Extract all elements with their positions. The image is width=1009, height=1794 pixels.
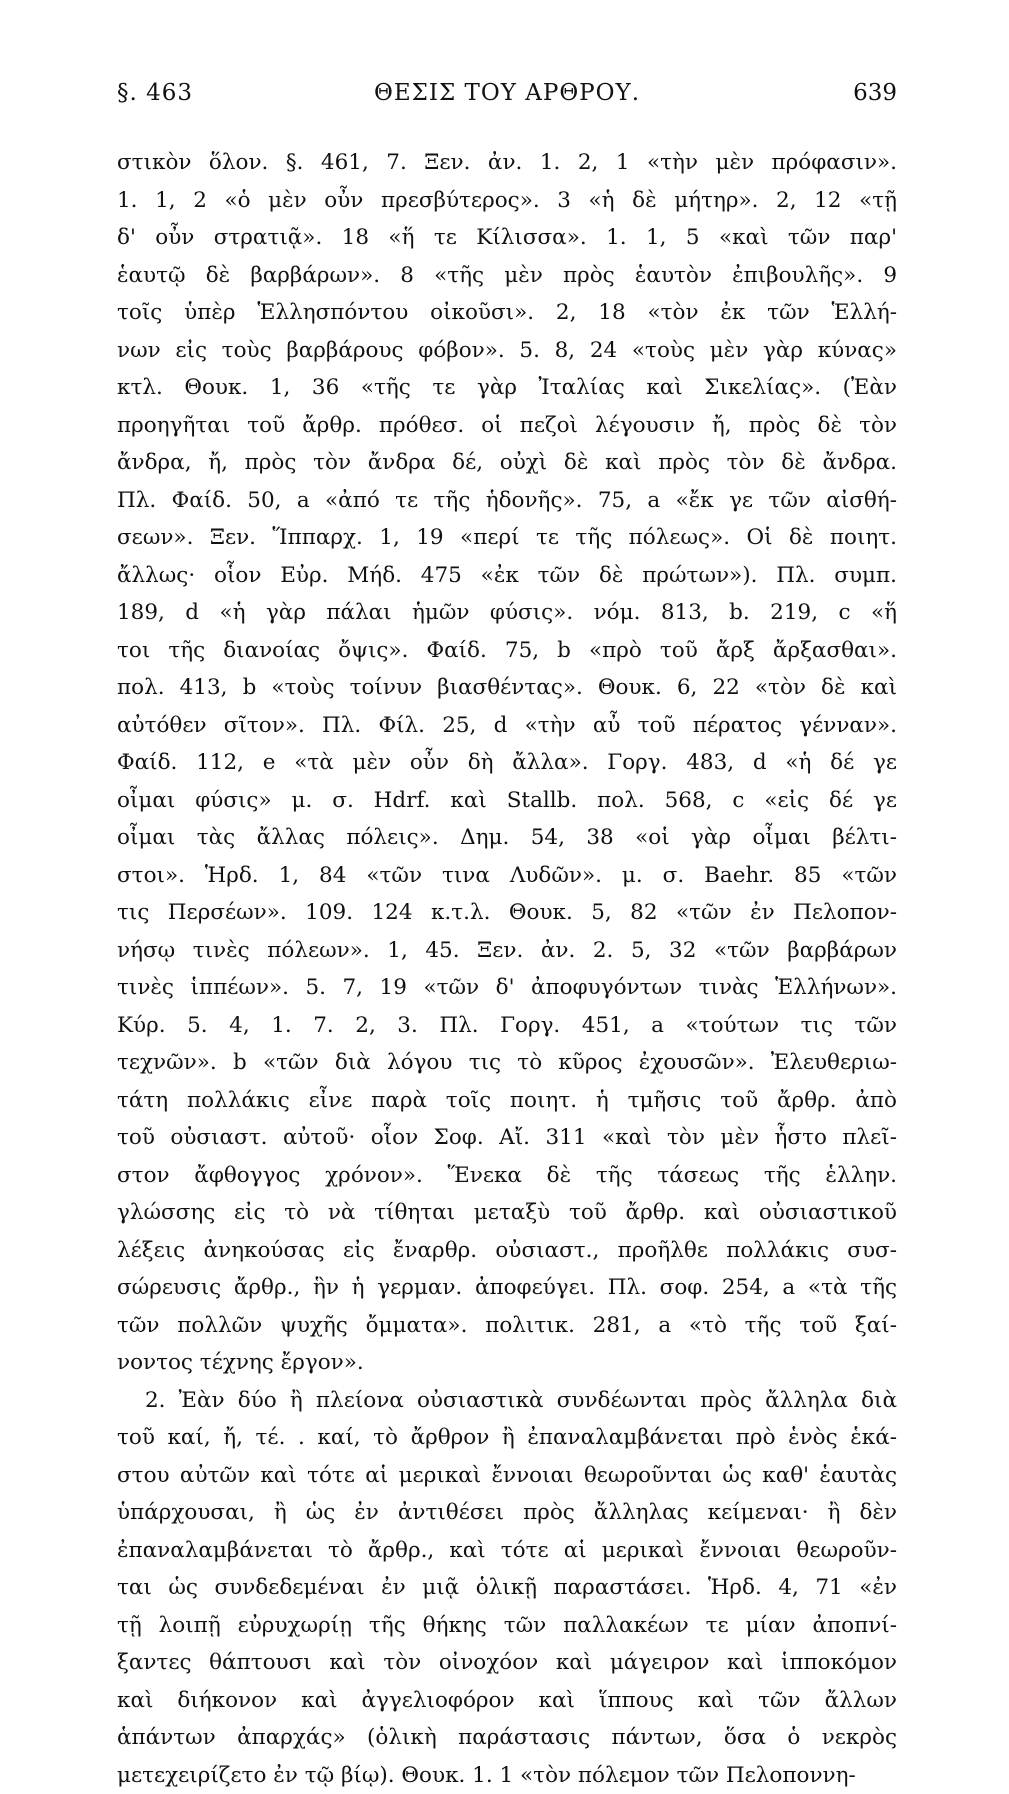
text-line: τινὲς ἱππέων». 5. 7, 19 «τῶν δ' ἀποφυγόντων τινὰς Ἑλλήνων». [117,969,897,1007]
text-line: τοῖς ὑπὲρ Ἑλλησπόντου οἰκοῦσι». 2, 18 «τὸν ἐκ τῶν Ἑλλή- [117,294,897,332]
text-line: πολ. 413, b «τοὺς τοίνυν βιασθέντας». Θουκ. 6, 22 «τὸν δὲ καὶ [117,669,897,707]
text-line: τεχνῶν». b «τῶν διὰ λόγου τις τὸ κῦρος ἐχουσῶν». Ἐλευθεριω- [117,1044,897,1082]
text-line: τοῦ οὐσιαστ. αὐτοῦ· οἷον Σοφ. Αἴ. 311 «καὶ τὸν μὲν ἧστο πλεῖ- [117,1119,897,1157]
text-line: τις Περσέων». 109. 124 κ.τ.λ. Θουκ. 5, 82 «τῶν ἐν Πελοπον- [117,894,897,932]
text-line: ται ὡς συνδεδεμέναι ἐν μιᾷ ὁλικῇ παραστάσει. Ἡρδ. 4, 71 «ἐν [117,1569,897,1607]
page-header [117,80,897,120]
text-line: νοντος τέχνης ἔργον». [117,1344,897,1382]
text-line: ξαντες θάπτουσι καὶ τὸν οἰνοχόον καὶ μάγειρον καὶ ἱπποκόμον [117,1644,897,1682]
text-line: μετεχειρίζετο ἐν τῷ βίῳ). Θουκ. 1. 1 «τὸν πόλεμον τῶν Πελοποννη- [117,1757,897,1794]
text-line: ἐπαναλαμβάνεται τὸ ἄρθρ., καὶ τότε αἱ μερικαὶ ἔννοιαι θεωροῦν- [117,1532,897,1570]
text-line: ἁπάντων ἀπαρχάς» (ὁλικὴ παράστασις πάντων, ὅσα ὁ νεκρὸς [117,1719,897,1757]
text-line: σεων». Ξεν. Ἵππαρχ. 1, 19 «περί τε τῆς πόλεως». Οἱ δὲ ποιητ. [117,519,897,557]
text-line: στον ἄφθογγος χρόνον». Ἕνεκα δὲ τῆς τάσεως τῆς ἑλλην. [117,1157,897,1195]
text-line: κτλ. Θουκ. 1, 36 «τῆς τε γὰρ Ἰταλίας καὶ Σικελίας». (Ἐὰν [117,369,897,407]
text-line: 1. 1, 2 «ὁ μὲν οὖν πρεσβύτερος». 3 «ἡ δὲ μήτηρ». 2, 12 «τῇ [117,182,897,220]
text-line: τοι τῆς διανοίας ὄψις». Φαίδ. 75, b «πρὸ τοῦ ἄρξ ἄρξασθαι». [117,632,897,670]
running-title: ΘΕΣΙΣ ΤΟΥ ΑΡΘΡΟΥ. [117,80,897,106]
text-line: σώρευσις ἄρθρ., ἣν ἡ γερμαν. ἀποφεύγει. Πλ. σοφ. 254, a «τὰ τῆς [117,1269,897,1307]
text-line: ὑπάρχουσαι, ἢ ὡς ἐν ἀντιθέσει πρὸς ἄλληλας κείμεναι· ἢ δὲν [117,1494,897,1532]
body-text [117,144,897,1794]
text-line: τῇ λοιπῇ εὐρυχωρίῃ τῆς θήκης τῶν παλλακέων τε μίαν ἀποπνί- [117,1607,897,1645]
text-line: στου αὐτῶν καὶ τότε αἱ μερικαὶ ἔννοιαι θεωροῦνται ὡς καθ' ἑαυτὰς [117,1457,897,1495]
text-line: ἄλλως· οἷον Εὐρ. Μήδ. 475 «ἐκ τῶν δὲ πρώτων»). Πλ. συμπ. [117,557,897,595]
text-line: νων εἰς τοὺς βαρβάρους φόβον». 5. 8, 24 «τοὺς μὲν γὰρ κύνας» [117,332,897,370]
text-line: τοῦ καί, ἤ, τέ. . καί, τὸ ἄρθρον ἢ ἐπαναλαμβάνεται πρὸ ἑνὸς ἑκά- [117,1419,897,1457]
text-line: τῶν πολλῶν ψυχῆς ὄμματα». πολιτικ. 281, a «τὸ τῆς τοῦ ξαί- [117,1307,897,1345]
text-line: Φαίδ. 112, e «τὰ μὲν οὖν δὴ ἄλλα». Γοργ. 483, d «ἡ δέ γε [117,744,897,782]
page-number: 639 [853,80,897,106]
text-line: λέξεις ἀνηκούσας εἰς ἔναρθρ. οὐσιαστ., προῆλθε πολλάκις συσ- [117,1232,897,1270]
section-number: §. 463 [117,80,193,106]
text-line: δ' οὖν στρατιᾷ». 18 «ἥ τε Κίλισσα». 1. 1, 5 «καὶ τῶν παρ' [117,219,897,257]
text-line: Κύρ. 5. 4, 1. 7. 2, 3. Πλ. Γοργ. 451, a «τούτων τις τῶν [117,1007,897,1045]
text-line: νήσῳ τινὲς πόλεων». 1, 45. Ξεν. ἀν. 2. 5, 32 «τῶν βαρβάρων [117,932,897,970]
text-line: 2. Ἐὰν δύο ἢ πλείονα οὐσιαστικὰ συνδέωνται πρὸς ἄλληλα διὰ [117,1382,897,1420]
text-line: ἄνδρα, ἤ, πρὸς τὸν ἄνδρα δέ, οὐχὶ δὲ καὶ πρὸς τὸν δὲ ἄνδρα. [117,444,897,482]
text-line: ἑαυτῷ δὲ βαρβάρων». 8 «τῆς μὲν πρὸς ἑαυτὸν ἐπιβουλῆς». 9 [117,257,897,295]
text-line: αὐτόθεν σῖτον». Πλ. Φίλ. 25, d «τὴν αὖ τοῦ πέρατος γένναν». [117,707,897,745]
text-line: οἶμαι φύσις» μ. σ. Hdrf. καὶ Stallb. πολ. 568, c «εἰς δέ γε [117,782,897,820]
text-line: προηγῆται τοῦ ἄρθρ. πρόθεσ. οἱ πεζοὶ λέγουσιν ἤ, πρὸς δὲ τὸν [117,407,897,445]
text-line: 189, d «ἡ γὰρ πάλαι ἡμῶν φύσις». νόμ. 813, b. 219, c «ἥ [117,594,897,632]
text-line: καὶ διήκονον καὶ ἀγγελιοφόρον καὶ ἵππους καὶ τῶν ἄλλων [117,1682,897,1720]
text-line: στικὸν ὅλον. §. 461, 7. Ξεν. ἀν. 1. 2, 1 «τὴν μὲν πρόφασιν». [117,144,897,182]
text-line: γλώσσης εἰς τὸ νὰ τίθηται μεταξὺ τοῦ ἄρθρ. καὶ οὐσιαστικοῦ [117,1194,897,1232]
text-line: τάτη πολλάκις εἶνε παρὰ τοῖς ποιητ. ἡ τμῆσις τοῦ ἄρθρ. ἀπὸ [117,1082,897,1120]
text-line: Πλ. Φαίδ. 50, a «ἀπό τε τῆς ἡδονῆς». 75, a «ἔκ γε τῶν αἰσθή- [117,482,897,520]
text-line: στοι». Ἡρδ. 1, 84 «τῶν τινα Λυδῶν». μ. σ. Baehr. 85 «τῶν [117,857,897,895]
text-line: οἶμαι τὰς ἄλλας πόλεις». Δημ. 54, 38 «οἱ γὰρ οἶμαι βέλτι- [117,819,897,857]
